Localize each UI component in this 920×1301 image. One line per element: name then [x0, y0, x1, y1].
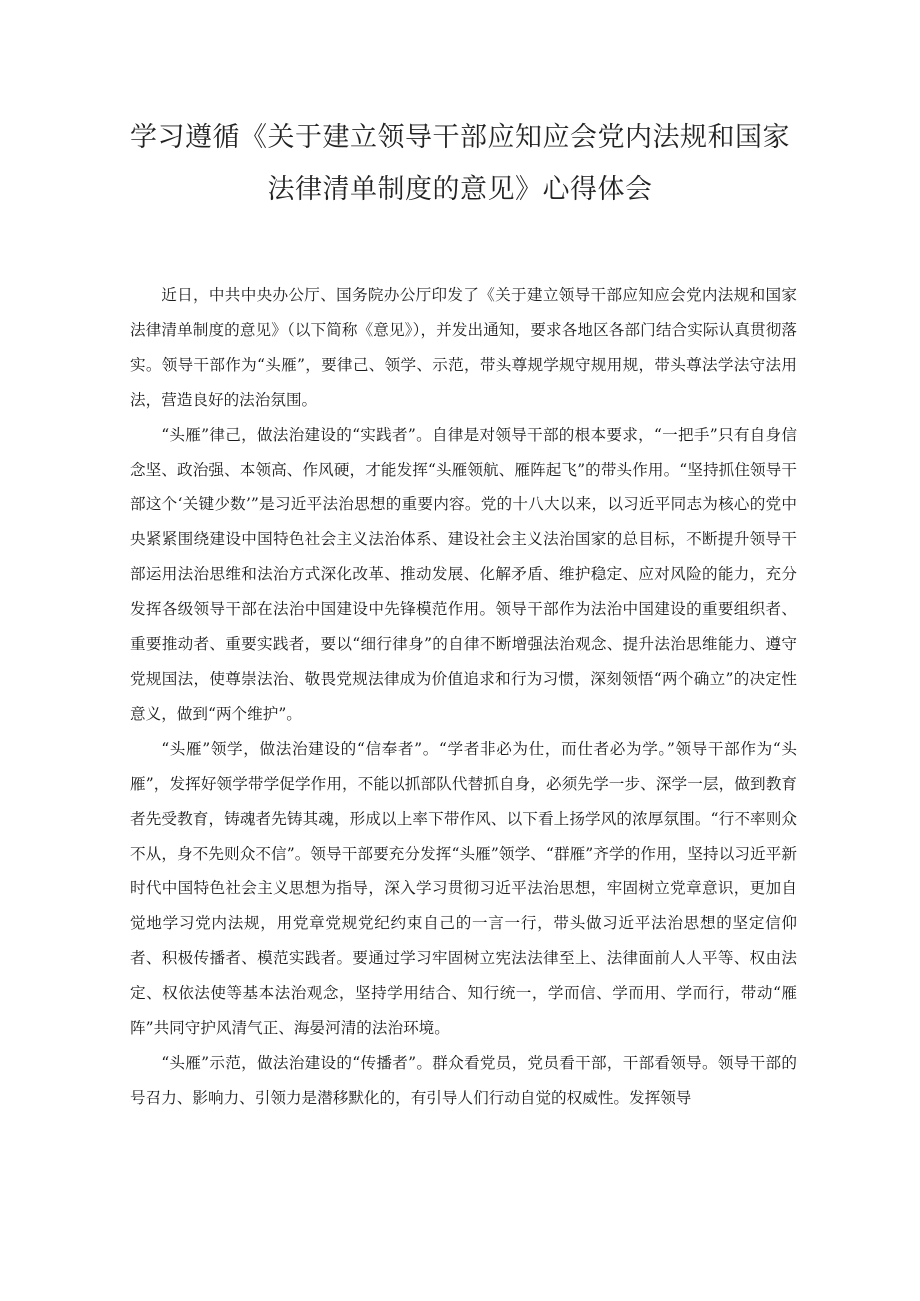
paragraph-lead-study: “头雁”领学，做法治建设的“信奉者”。“学者非必为仕，而仕者必为学。”领导干部作为“头雁”，发挥好领学带学促学作用，不能以抓部队代替抓自身，必须先学一步、深学一层，做到教育者先受教育，铸魂者先铸其魂，形成以上率下带作风、以下看上扬学风的浓厚氛围。“行不率则众不从，身不先则众不信”。领导干部要充分发挥“头雁”领学、“群雁”齐学的作用，坚持以习近平新时代中国特色社会主义思想为指导，深入学习贯彻习近平法治思想，牢固树立党章意识，更加自觉地学习党内法规，用党章党规党纪约束自己的一言一行，带头做习近平法治思想的坚定信仰者、积极传播者、模范实践者。要通过学习牢固树立宪法法律至上、法律面前人人平等、权由法定、权依法使等基本法治观念，坚持学用结合、知行统一，学而信、学而用、学而行，带动“雁阵”共同守护风清气正、海晏河清的法治环境。: [130, 739, 797, 1038]
paragraph-intro: 近日，中共中央办公厅、国务院办公厅印发了《关于建立领导干部应知应会党内法规和国家法律清单制度的意见》（以下简称《意见》），并发出通知，要求各地区各部门结合实际认真贯彻落实。领导干部作为“头雁”，要律己、领学、示范，带头尊规学规守规用规，带头尊法学法守法用法，营造良好的法治氛围。: [130, 286, 797, 409]
document-body: [130, 278, 797, 1116]
paragraph-set-example: “头雁”示范，做法治建设的“传播者”。群众看党员，党员看干部，干部看领导。领导干部的号召力、影响力、引领力是潜移默化的，有引导人们行动自觉的权威性。发挥领导: [130, 1053, 797, 1107]
paragraph-self-discipline: “头雁”律己，做法治建设的“实践者”。自律是对领导干部的根本要求，“一把手”只有自身信念坚、政治强、本领高、作风硬，才能发挥“头雁领航、雁阵起飞”的带头作用。“坚持抓住领导干部这个‘关键少数’”是习近平法治思想的重要内容。党的十八大以来，以习近平同志为核心的党中央紧紧围绕建设中国特色社会主义法治体系、建设社会主义法治国家的总目标，不断提升领导干部运用法治思维和法治方式深化改革、推动发展、化解矛盾、维护稳定、应对风险的能力，充分发挥各级领导干部在法治中国建设中先锋模范作用。领导干部作为法治中国建设的重要组织者、重要推动者、重要实践者，要以“细行律身”的自律不断增强法治观念、提升法治思维能力、遵守党规国法，使尊崇法治、敬畏党规法律成为价值追求和行为习惯，深刻领悟“两个确立”的决定性意义，做到“两个维护”。: [130, 425, 797, 723]
title-line-2: 法律清单制度的意见》心得体会: [267, 174, 653, 205]
title-line-1: 学习遵循《关于建立领导干部应知应会党内法规和国家: [130, 122, 790, 153]
document-title: [100, 112, 820, 216]
